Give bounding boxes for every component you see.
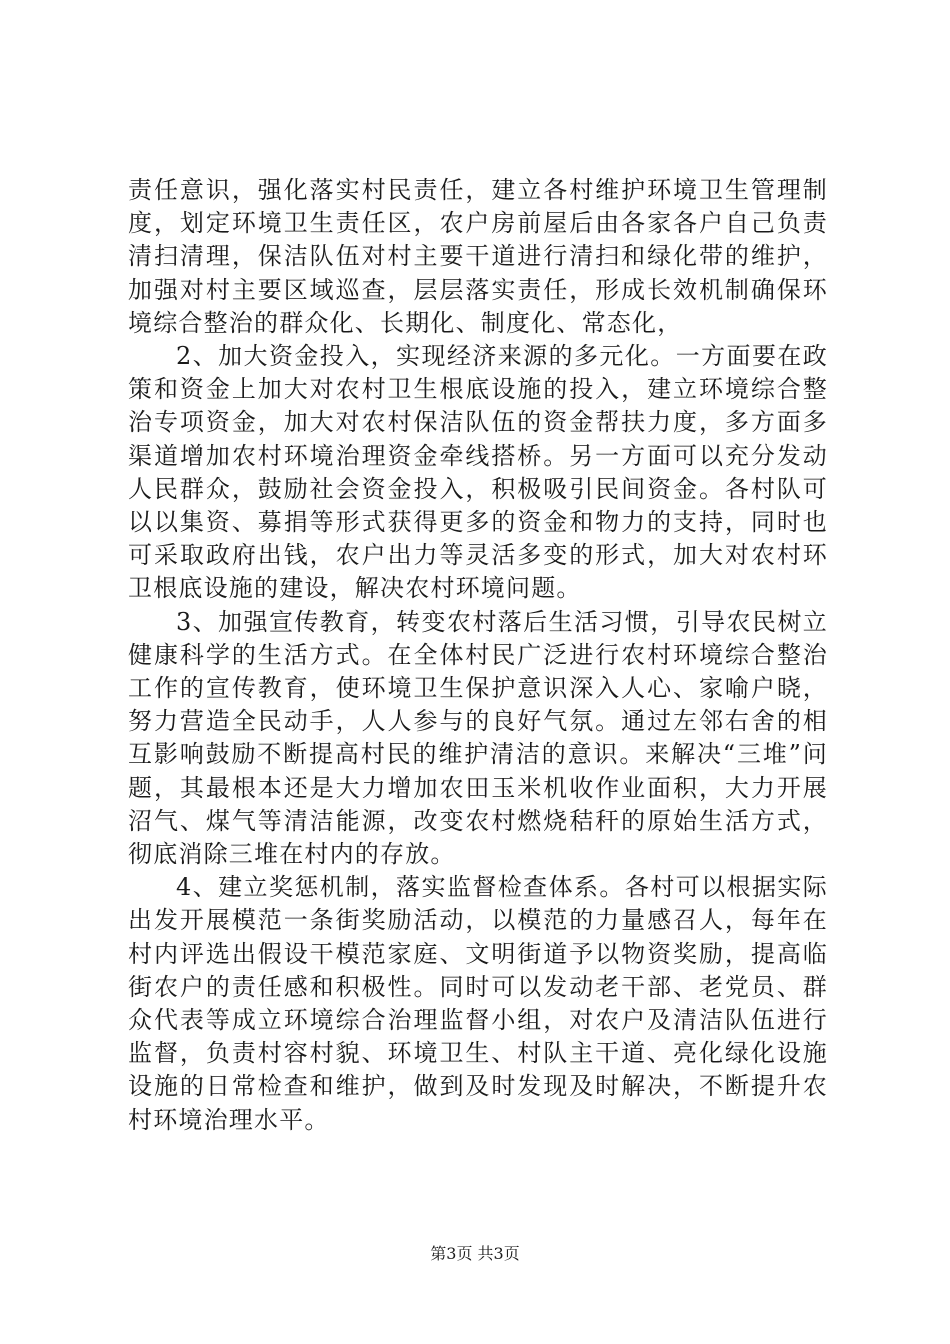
paragraph-funding: 2、加大资金投入，实现经济来源的多元化。一方面要在政策和资金上加大对农村卫生根底设施的投入，建立环境综合整治专项资金，加大对农村保洁队伍的资金帮扶力度，多方面多渠道增加农村环境治理资金牵线搭桥。另一方面可以充分发动人民群众，鼓励社会资金投入，积极吸引民间资金。各村队可以以集资、募捐等形式获得更多的资金和物力的支持，同时也可采取政府出钱，农户出力等灵活多变的形式，加大对农村环卫根底设施的建设，解决农村环境问题。 bbox=[128, 342, 828, 603]
document-body bbox=[128, 174, 828, 1137]
page-number-footer: 第3页 共3页 bbox=[430, 1244, 520, 1263]
paragraph-continuation: 责任意识，强化落实村民责任，建立各村维护环境卫生管理制度，划定环境卫生责任区，农户房前屋后由各家各户自己负责清扫清理，保洁队伍对村主要干道进行清扫和绿化带的维护，加强对村主要区域巡查，层层落实责任，形成长效机制确保环境综合整治的群众化、长期化、制度化、常态化， bbox=[128, 176, 828, 337]
paragraph-education: 3、加强宣传教育，转变农村落后生活习惯，引导农民树立健康科学的生活方式。在全体村民广泛进行农村环境综合整治工作的宣传教育，使环境卫生保护意识深入人心、家喻户晓，努力营造全民动手，人人参与的良好气氛。通过左邻右舍的相互影响鼓励不断提高村民的维护清洁的意识。来解决“三堆”问题，其最根本还是大力增加农田玉米机收作业面积，大力开展沼气、煤气等清洁能源，改变农村燃烧秸秆的原始生活方式，彻底消除三堆在村内的存放。 bbox=[128, 607, 828, 869]
paragraph-incentives: 4、建立奖惩机制，落实监督检查体系。各村可以根据实际出发开展模范一条街奖励活动，以模范的力量感召人，每年在村内评选出假设干模范家庭、文明街道予以物资奖励，提高临街农户的责任感和积极性。同时可以发动老干部、老党员、群众代表等成立环境综合治理监督小组，对农户及清洁队伍进行监督，负责村容村貌、环境卫生、村队主干道、亮化绿化设施设施的日常检查和维护，做到及时发现及时解决，不断提升农村环境治理水平。 bbox=[128, 873, 828, 1134]
